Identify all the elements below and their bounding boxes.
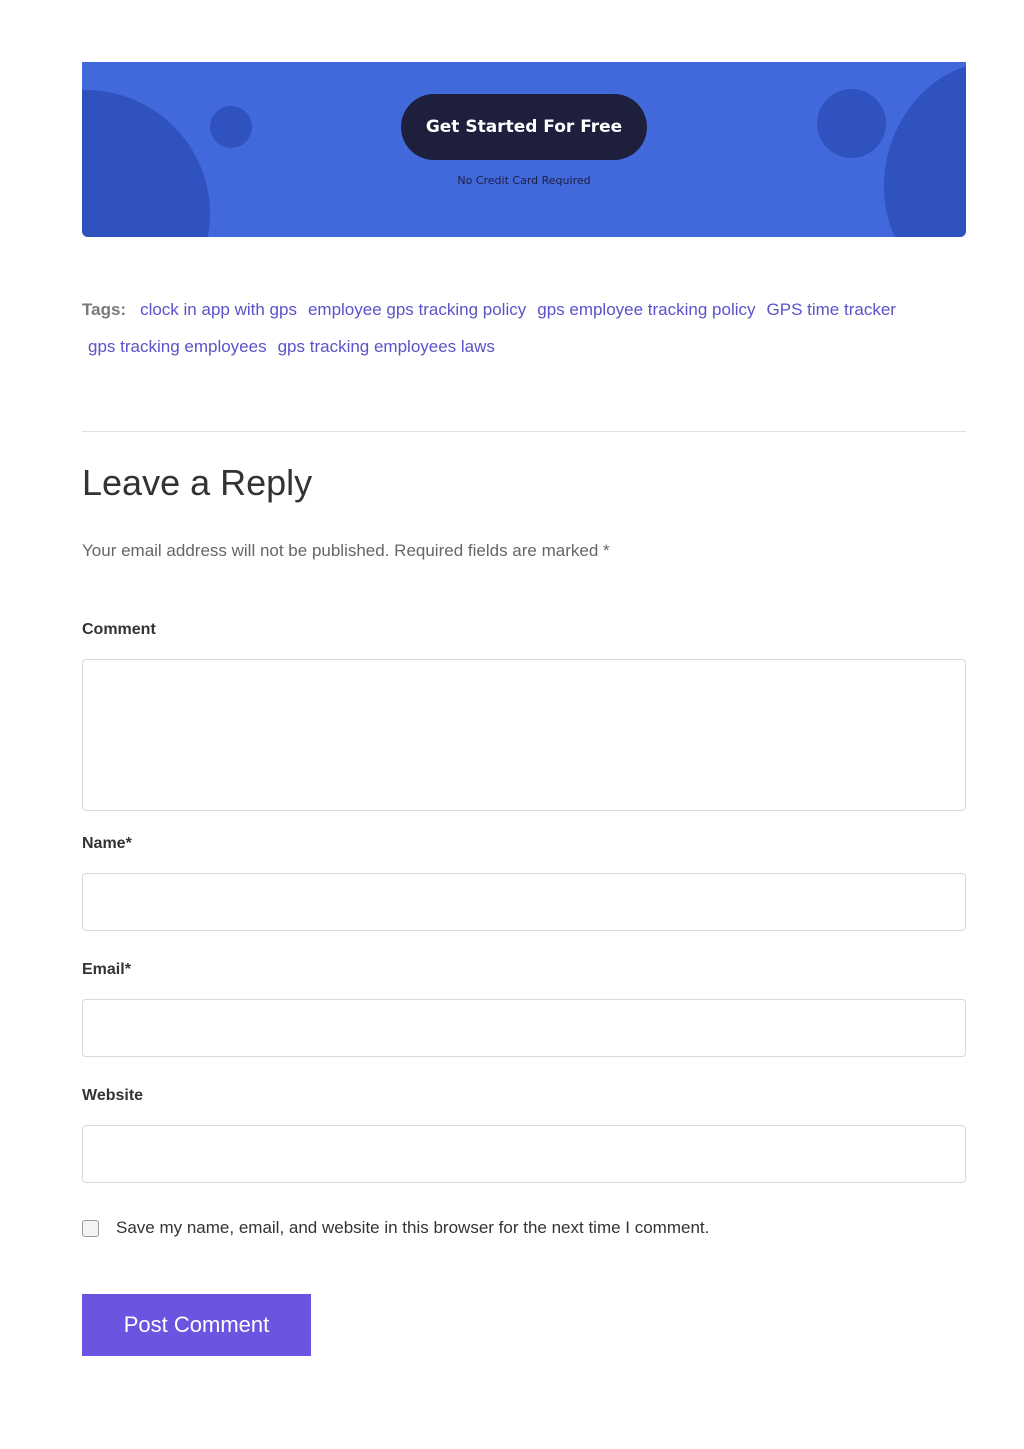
comment-field[interactable] [82,659,966,811]
tag-link[interactable]: employee gps tracking policy [307,300,527,319]
decorative-circle [817,89,886,158]
save-info-checkbox[interactable] [82,1220,99,1237]
decorative-circle [82,90,210,237]
tags-row [82,337,966,367]
decorative-circle [210,106,252,148]
email-field[interactable] [82,999,966,1057]
tags-section [82,300,966,367]
name-field[interactable] [82,873,966,931]
reply-note: Your email address will not be published. Required fields are marked * [82,541,610,560]
tag-link[interactable]: gps employee tracking policy [537,300,756,319]
tags-label: Tags: [82,300,127,319]
tag-link[interactable]: clock in app with gps [140,300,297,319]
website-label: Website [82,1087,144,1104]
tag-link[interactable]: GPS time tracker [766,300,896,319]
save-info-label[interactable]: Save my name, email, and website in this browser for the next time I comment. [116,1218,710,1237]
tags-row [82,300,966,330]
comment-label: Comment [82,621,156,638]
cta-banner [82,62,966,237]
reply-title: Leave a Reply [82,462,313,503]
tag-link[interactable]: gps tracking employees laws [277,337,495,356]
tag-link[interactable]: gps tracking employees [88,337,267,356]
name-label: Name* [82,835,132,852]
banner-subtext: No Credit Card Required [457,174,591,187]
post-comment-button[interactable]: Post Comment [82,1294,311,1356]
section-divider [82,431,966,432]
email-label: Email* [82,961,131,978]
save-info-row [82,1218,709,1238]
website-field[interactable] [82,1125,966,1183]
get-started-button[interactable]: Get Started For Free [401,94,647,160]
